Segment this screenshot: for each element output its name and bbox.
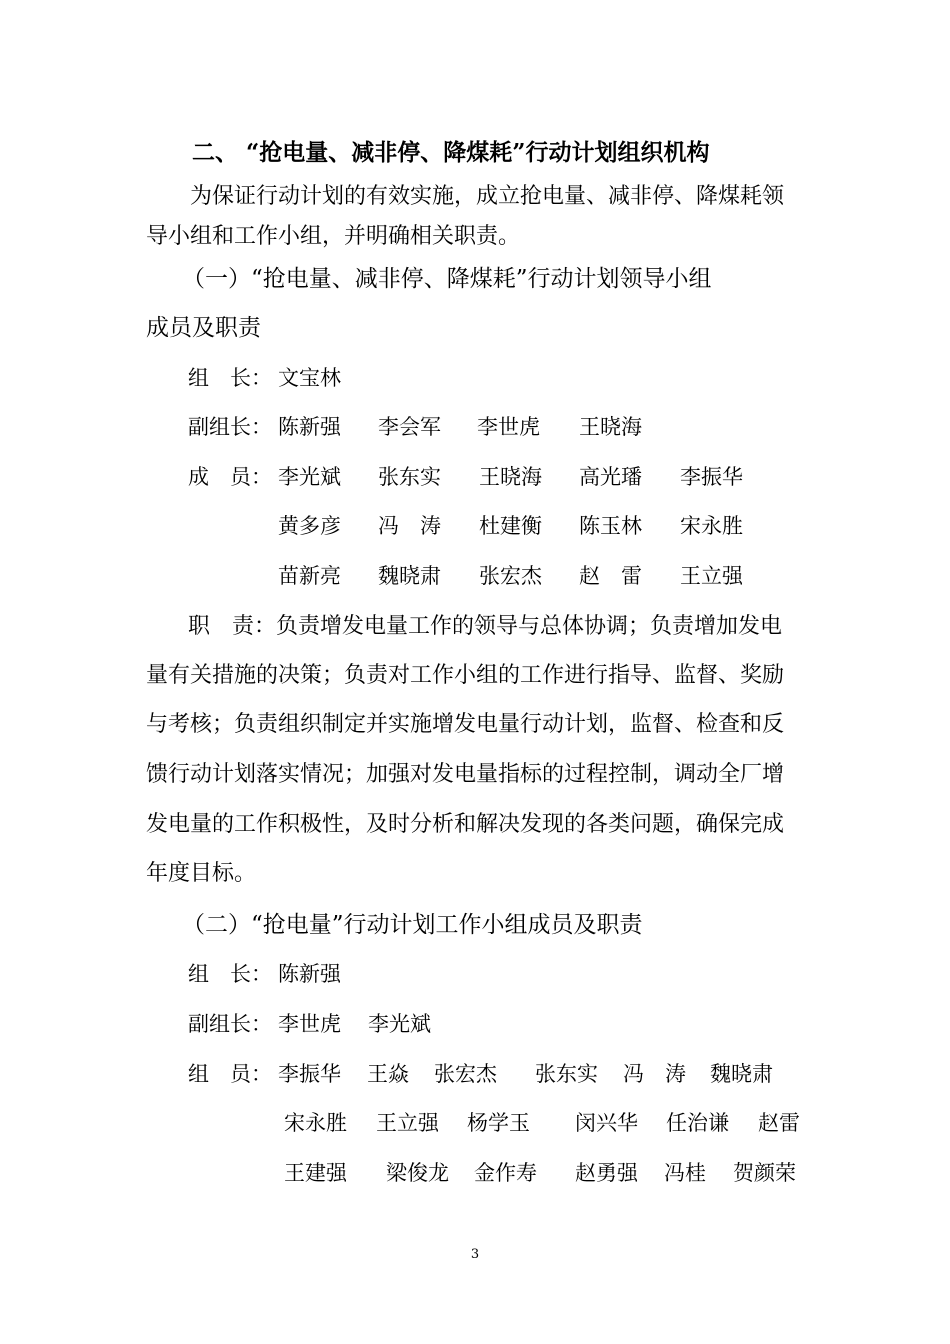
wg-deputy-label: 副组长：	[188, 1012, 272, 1036]
deputy-name: 李会军	[378, 415, 441, 439]
section-title: 二、 “抢电量、减非停、降煤耗”行动计划组织机构	[192, 139, 710, 166]
wg-member-name: 李振华	[278, 1062, 341, 1086]
member-name: 宋永胜	[680, 514, 743, 538]
wg-members-label: 组 员：	[188, 1062, 272, 1086]
duties-line: 发电量的工作积极性，及时分析和解决发现的各类问题，确保完成	[146, 812, 785, 837]
wg-member-name: 任治谦	[666, 1111, 729, 1135]
wg-member-name: 杨学玉	[467, 1111, 530, 1135]
member-name: 黄多彦	[278, 514, 341, 538]
wg-member-name: 王立强	[376, 1111, 439, 1135]
page-number: 3	[470, 1247, 480, 1262]
deputy-label: 副组长：	[188, 415, 272, 439]
wg-member-name: 魏晓肃	[710, 1062, 773, 1086]
duties-line: 馈行动计划落实情况；加强对发电量指标的过程控制，调动全厂增	[146, 762, 785, 787]
wg-member-name: 张东实	[535, 1062, 598, 1086]
wg-member-name: 宋永胜	[284, 1111, 347, 1135]
member-name: 张宏杰	[479, 564, 542, 588]
member-name: 冯 涛	[378, 514, 441, 538]
member-name: 杜建衡	[479, 514, 542, 538]
working-group-heading: （二）“抢电量”行动计划工作小组成员及职责	[182, 912, 643, 938]
deputy-name: 王晓海	[579, 415, 642, 439]
member-name: 李振华	[680, 465, 743, 489]
deputy-name: 李世虎	[477, 415, 540, 439]
member-name: 王立强	[680, 564, 743, 588]
wg-member-name: 闵兴华	[575, 1111, 638, 1135]
wg-member-name: 冯 涛	[623, 1062, 686, 1086]
leader-name: 文宝林	[278, 366, 341, 390]
wg-member-name: 王焱	[367, 1062, 409, 1086]
wg-member-name: 冯桂	[664, 1161, 706, 1185]
wg-deputy-name: 李光斌	[368, 1012, 431, 1036]
member-name: 陈玉林	[579, 514, 642, 538]
wg-member-name: 赵勇强	[575, 1161, 638, 1185]
wg-member-name: 金作寿	[474, 1161, 537, 1185]
wg-leader-name: 陈新强	[278, 962, 341, 986]
member-name: 李光斌	[278, 465, 341, 489]
intro-line-2: 导小组和工作小组，并明确相关职责。	[146, 224, 521, 249]
wg-member-name: 王建强	[284, 1161, 347, 1185]
leadership-heading-line-1: （一）“抢电量、减非停、降煤耗”行动计划领导小组	[182, 266, 712, 292]
members-label: 成 员：	[188, 465, 272, 489]
member-name: 苗新亮	[278, 564, 341, 588]
leadership-heading-line-2: 成员及职责	[146, 315, 261, 341]
duties-line: 量有关措施的决策；负责对工作小组的工作进行指导、监督、奖励	[146, 663, 785, 688]
wg-deputy-name: 李世虎	[278, 1012, 341, 1036]
member-name: 张东实	[378, 465, 441, 489]
member-name: 魏晓肃	[378, 564, 441, 588]
wg-leader-label: 组 长：	[188, 962, 272, 986]
leader-label: 组 长：	[188, 366, 272, 390]
member-name: 赵 雷	[579, 564, 642, 588]
member-name: 王晓海	[479, 465, 542, 489]
duties-line: 与考核；负责组织制定并实施增发电量行动计划，监督、检查和反	[146, 712, 785, 737]
intro-line-1: 为保证行动计划的有效实施，成立抢电量、减非停、降煤耗领	[190, 184, 785, 209]
wg-member-name: 贺颜荣	[733, 1161, 796, 1185]
duties-line: 职 责：负责增发电量工作的领导与总体协调；负责增加发电	[188, 614, 783, 639]
wg-member-name: 张宏杰	[434, 1062, 497, 1086]
wg-member-name: 赵雷	[758, 1111, 800, 1135]
wg-member-name: 梁俊龙	[386, 1161, 449, 1185]
deputy-name: 陈新强	[278, 415, 341, 439]
member-name: 高光璠	[579, 465, 642, 489]
duties-line: 年度目标。	[146, 861, 257, 886]
